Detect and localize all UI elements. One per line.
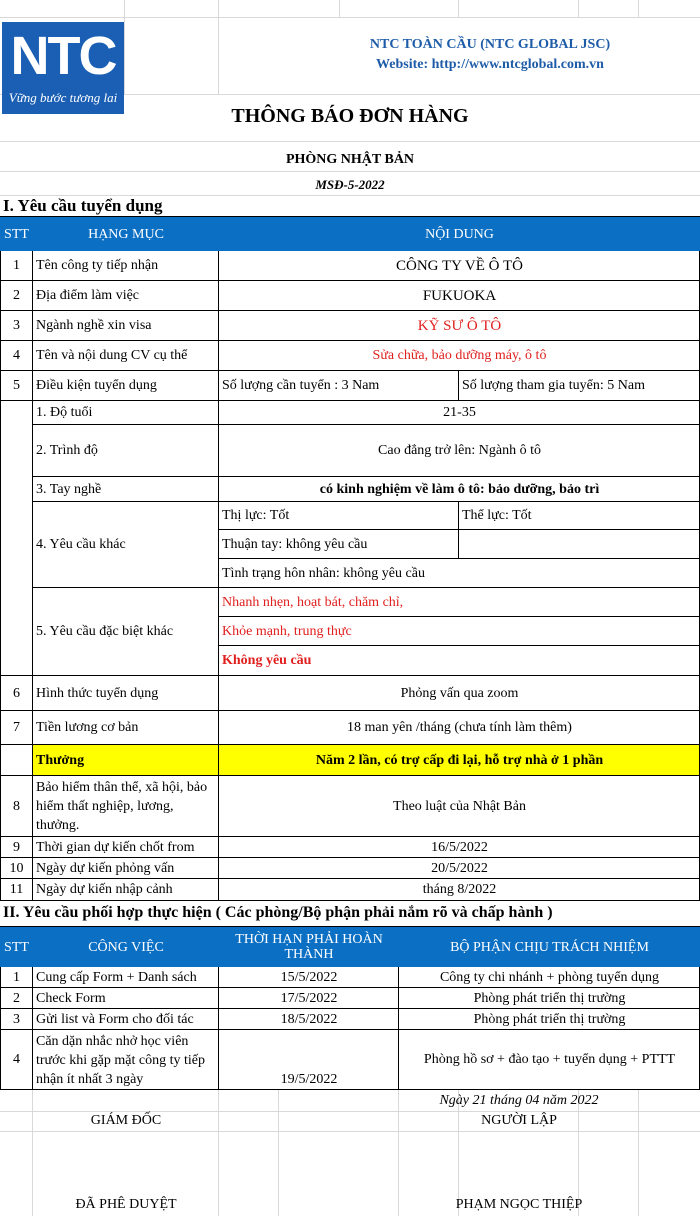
skill-label: 3. Tay nghề: [36, 481, 102, 497]
eyesight-value: Thị lực: Tốt: [222, 508, 290, 523]
fitness-value: Thể lực: Tốt: [462, 508, 532, 523]
s2-row4-deadline: 19/5/2022: [280, 1072, 338, 1087]
row7-label: Tiền lương cơ bản: [36, 720, 139, 735]
row3-label: Ngành nghề xin visa: [36, 318, 152, 333]
row10-no: 10: [9, 860, 24, 876]
bonus-value: Năm 2 lần, có trợ cấp đi lại, hỗ trợ nhà ở 1 phần: [315, 752, 604, 768]
bonus-label: Thưởng: [36, 752, 85, 768]
creator-title: NGƯỜI LẬP: [481, 1113, 557, 1128]
s2-header-deadline: THỜI HẠN PHẢI HOÀN THÀNH: [219, 927, 399, 967]
s2-row2-task: Check Form: [36, 990, 106, 1006]
special-requirements-label: 5. Yêu cầu đặc biệt khác: [36, 624, 174, 639]
document-code: MSĐ-5-2022: [315, 177, 385, 192]
col-header-stt: STT: [0, 217, 33, 251]
row9-label: Thời gian dự kiến chốt from: [36, 839, 195, 855]
s2-header-task: CÔNG VIỆC: [33, 927, 219, 967]
handedness-value: Thuận tay: không yêu cầu: [222, 536, 368, 552]
age-value: 21-35: [443, 405, 476, 420]
approval-status: ĐÃ PHÊ DUYỆT: [75, 1197, 177, 1212]
s2-row4-task: Căn dặn nhắc nhở học viên trước khi gặp mặt công ty tiếp nhận ít nhất 3 ngày: [36, 1033, 205, 1087]
s2-row4-department: Phòng hồ sơ + đào tạo + tuyển dụng + PTTT: [423, 1052, 676, 1067]
education-label: 2. Trình độ: [36, 443, 98, 458]
row7-no: 7: [13, 720, 20, 735]
s2-header-department: BỘ PHẬN CHỊU TRÁCH NHIỆM: [399, 927, 700, 967]
row4-label: Tên và nội dung CV cụ thể: [36, 348, 188, 363]
signing-date: Ngày 21 tháng 04 năm 2022: [439, 1093, 599, 1108]
col-header-content: NỘI DUNG: [219, 217, 700, 251]
row2-no: 2: [13, 288, 20, 303]
row2-value: FUKUOKA: [422, 288, 497, 304]
special-requirement-2: Khỏe mạnh, trung thực: [222, 623, 352, 639]
row11-label: Ngày dự kiến nhập cảnh: [36, 882, 173, 897]
logo-tagline: Vững bước tương lai: [8, 90, 118, 105]
row8-value: Theo luật của Nhật Bản: [393, 798, 526, 814]
director-title: GIÁM ĐỐC: [90, 1113, 162, 1128]
s2-row1-deadline: 15/5/2022: [280, 969, 338, 985]
other-requirements-label: 4. Yêu cầu khác: [36, 537, 126, 552]
creator-name: PHẠM NGỌC THIỆP: [455, 1197, 583, 1212]
s2-row3-no: 3: [13, 1011, 20, 1027]
s2-row1-department: Công ty chi nhánh + phòng tuyển dụng: [439, 969, 660, 985]
row8-label: Bảo hiểm thân thể, xã hội, bảo hiểm thất nghiệp, lương, thưởng.: [36, 780, 208, 833]
logo-text: NTC: [10, 26, 116, 86]
s2-row2-department: Phòng phát triển thị trường: [473, 990, 626, 1006]
row7-value: 18 man yên /tháng (chưa tính làm thêm): [347, 720, 572, 735]
s2-row1-no: 1: [13, 969, 20, 985]
marital-status-value: Tình trạng hôn nhân: không yêu cầu: [222, 565, 425, 581]
row6-value: Phỏng vấn qua zoom: [400, 685, 519, 701]
row1-no: 1: [13, 258, 20, 273]
row3-value: KỸ SƯ Ô TÔ: [417, 318, 502, 334]
education-value: Cao đẳng trở lên: Ngành ô tô: [378, 443, 541, 458]
row4-value: Sửa chữa, bảo dưỡng máy, ô tô: [372, 348, 547, 363]
row10-value: 20/5/2022: [431, 860, 488, 876]
row2-label: Địa điểm làm việc: [36, 288, 140, 303]
row11-no: 11: [9, 882, 24, 897]
row5-value-needed: Số lượng cần tuyển : 3 Nam: [222, 378, 380, 393]
department-name: PHÒNG NHẬT BẢN: [285, 152, 415, 167]
row9-no: 9: [13, 839, 20, 855]
special-requirement-1: Nhanh nhẹn, hoạt bát, chăm chỉ,: [222, 594, 404, 610]
row3-no: 3: [13, 318, 20, 333]
row4-no: 4: [13, 348, 20, 363]
ntc-logo: [2, 22, 124, 114]
s2-header-stt: STT: [0, 927, 33, 967]
company-name: NTC TOÀN CẦU (NTC GLOBAL JSC): [369, 37, 611, 52]
row11-value: tháng 8/2022: [422, 882, 497, 897]
section1-heading: I. Yêu cầu tuyển dụng: [3, 196, 163, 215]
s2-row3-department: Phòng phát triển thị trường: [473, 1011, 626, 1027]
s2-row2-deadline: 17/5/2022: [280, 990, 338, 1006]
row5-value-participants: Số lượng tham gia tuyển: 5 Nam: [462, 378, 645, 393]
row1-label: Tên công ty tiếp nhận: [36, 258, 159, 273]
s2-row3-task: Gửi list và Form cho đối tác: [36, 1011, 194, 1027]
row6-no: 6: [13, 685, 20, 701]
row8-no: 8: [13, 798, 20, 814]
row1-value: CÔNG TY VỀ Ô TÔ: [396, 258, 523, 274]
age-label: 1. Độ tuổi: [36, 405, 93, 420]
skill-value: có kinh nghiệm về làm ô tô: bảo dưỡng, bảo trì: [319, 481, 600, 497]
s2-row4-no: 4: [13, 1052, 20, 1067]
row6-label: Hình thức tuyển dụng: [36, 685, 159, 701]
row5-no: 5: [13, 378, 20, 393]
document-title: THÔNG BÁO ĐƠN HÀNG: [231, 105, 469, 127]
row9-value: 16/5/2022: [431, 839, 488, 855]
special-requirement-3: Không yêu cầu: [222, 653, 312, 668]
section2-heading: II. Yêu cầu phối hợp thực hiện ( Các phòng/Bộ phận phải nắm rõ và chấp hành ): [3, 904, 553, 921]
company-website: Website: http://www.ntcglobal.com.vn: [376, 57, 604, 72]
row5-label: Điều kiện tuyển dụng: [36, 378, 157, 393]
s2-row2-no: 2: [13, 990, 20, 1006]
col-header-item: HẠNG MỤC: [33, 217, 219, 251]
row10-label: Ngày dự kiến phỏng vấn: [36, 860, 175, 876]
s2-row1-task: Cung cấp Form + Danh sách: [36, 969, 197, 985]
s2-row3-deadline: 18/5/2022: [280, 1011, 338, 1027]
